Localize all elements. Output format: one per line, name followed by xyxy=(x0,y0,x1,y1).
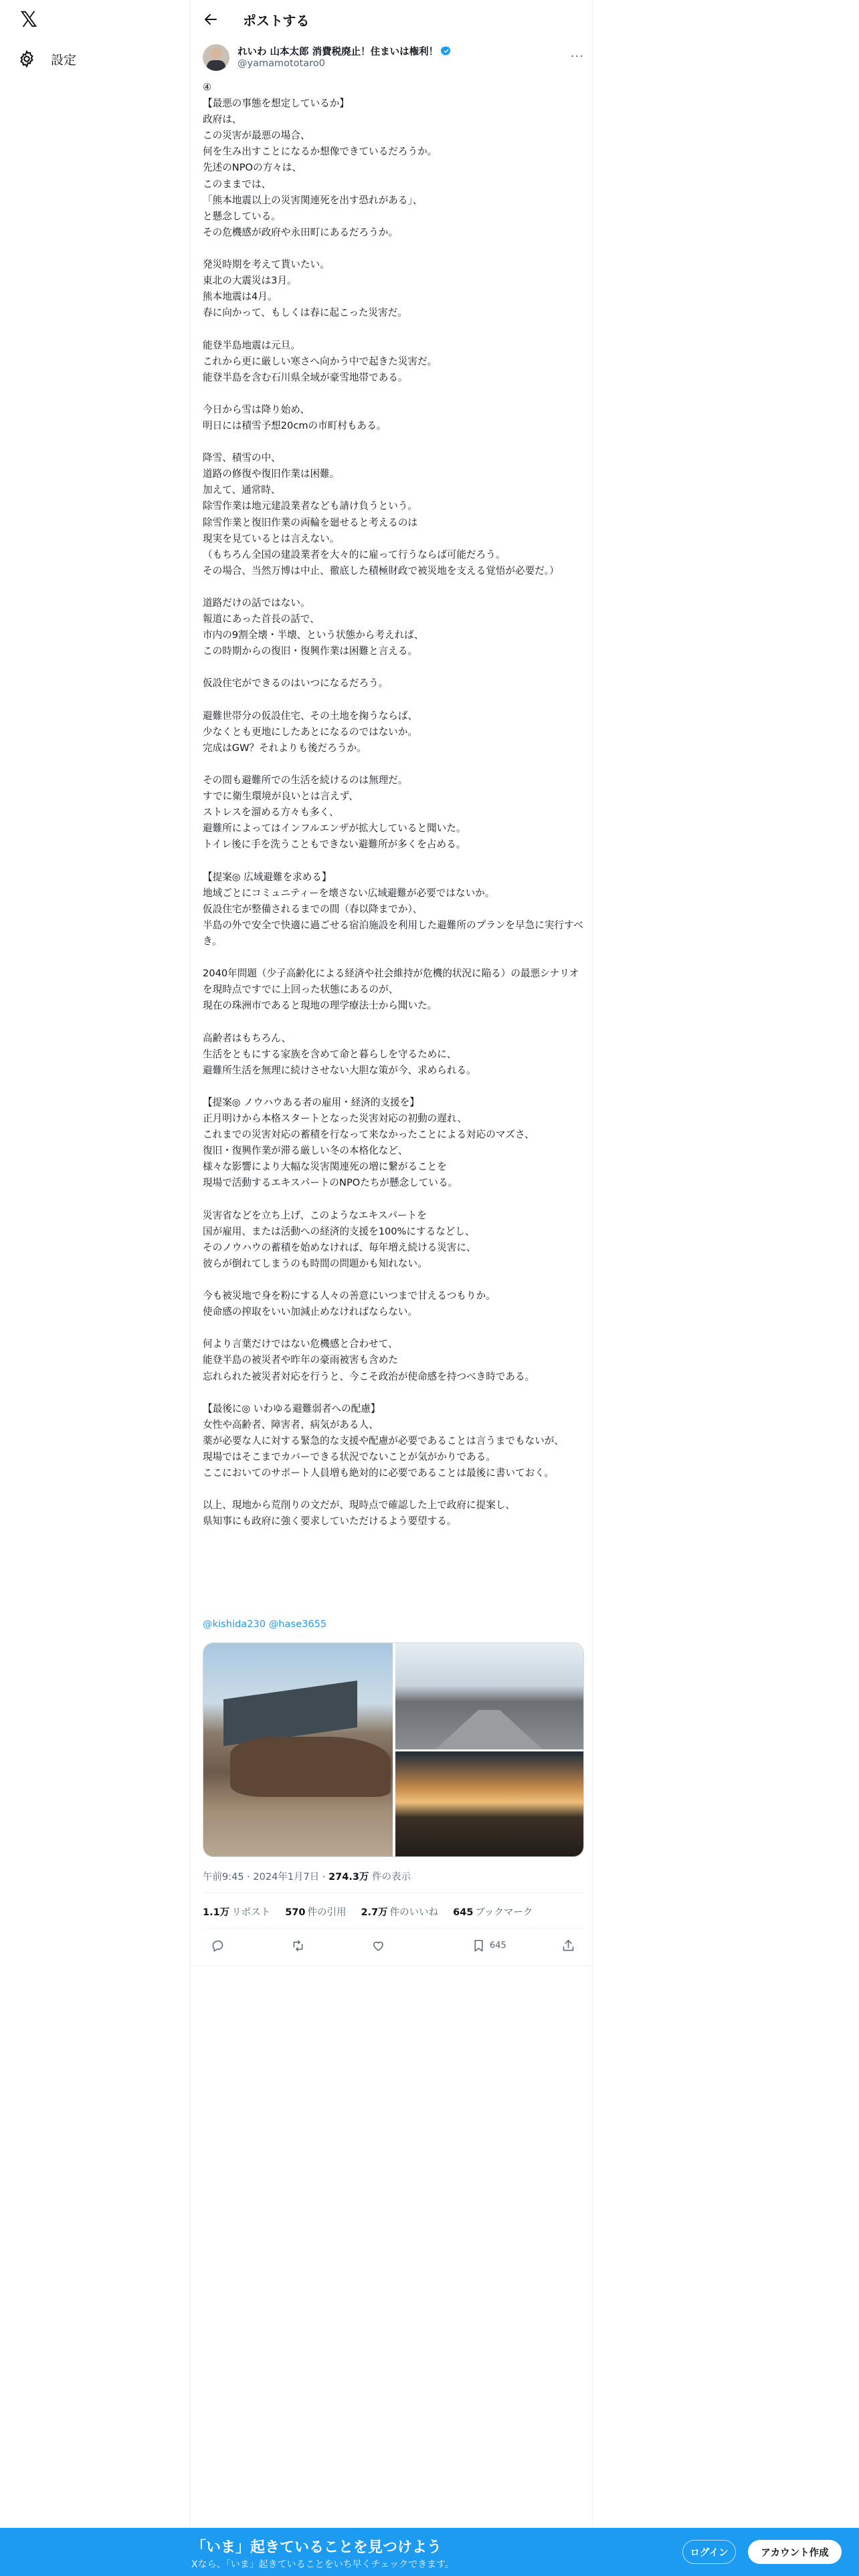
views-label: 件の表示 xyxy=(369,1872,411,1883)
tweet-stats xyxy=(203,1905,533,1919)
tweet-media-grid xyxy=(203,1642,584,1857)
like-icon xyxy=(371,1939,385,1953)
bookmarks-label: ブックマーク xyxy=(475,1907,533,1918)
views-count: 274.3万 xyxy=(328,1872,369,1883)
bookmark-icon xyxy=(472,1939,486,1953)
divider xyxy=(191,1965,593,1966)
page-title: ポストする xyxy=(243,12,310,29)
quotes-stat[interactable] xyxy=(285,1905,346,1919)
tweet-author xyxy=(203,44,584,71)
author-handle[interactable]: @yamamototaro0 xyxy=(237,58,325,69)
tweet-photo-2[interactable] xyxy=(395,1643,584,1749)
tweet-photo-3[interactable] xyxy=(395,1751,584,1857)
likes-label: 件のいいね xyxy=(389,1907,439,1918)
reply-button[interactable] xyxy=(211,1939,225,1953)
left-nav xyxy=(0,0,190,2576)
like-button[interactable] xyxy=(371,1939,385,1953)
repost-button[interactable] xyxy=(291,1939,305,1953)
author-name[interactable]: れいわ 山本太郎 消費税廃止！住まいは権利！ xyxy=(237,47,439,58)
reply-icon xyxy=(211,1939,225,1953)
banner-subtext: Xなら、「いま」起きていることをいち早くチェックできます。 xyxy=(191,2559,455,2570)
tweet-photo-1[interactable] xyxy=(203,1643,393,1857)
x-logo-icon[interactable]: 𝕏 xyxy=(20,7,37,32)
quotes-count: 570 xyxy=(285,1907,306,1918)
bookmarks-count: 645 xyxy=(453,1907,474,1918)
bookmark-count: 645 xyxy=(490,1941,506,1951)
back-arrow-icon[interactable] xyxy=(203,11,219,27)
main-column xyxy=(190,0,593,2576)
repost-icon xyxy=(291,1939,305,1953)
reposts-stat[interactable] xyxy=(203,1905,270,1919)
tweet-mentions[interactable]: @kishida230 @hase3655 xyxy=(203,1618,327,1630)
avatar[interactable] xyxy=(203,44,229,71)
likes-stat[interactable] xyxy=(361,1905,438,1919)
reposts-count: 1.1万 xyxy=(203,1907,230,1918)
divider xyxy=(203,1928,584,1929)
more-icon[interactable]: ··· xyxy=(570,49,584,64)
share-icon xyxy=(561,1939,575,1953)
bookmarks-stat[interactable] xyxy=(453,1905,533,1919)
reposts-label: リポスト xyxy=(231,1907,271,1918)
tweet-meta xyxy=(203,1869,411,1883)
author-name-row[interactable] xyxy=(237,44,452,58)
signup-banner xyxy=(0,2528,859,2576)
banner-headline: 「いま」起きていることを見つけよう xyxy=(191,2539,442,2556)
header-bar xyxy=(191,0,592,39)
likes-count: 2.7万 xyxy=(361,1907,388,1918)
login-button[interactable]: ログイン xyxy=(682,2540,736,2564)
nav-settings-label: 設定 xyxy=(51,52,77,68)
bookmark-button[interactable] xyxy=(472,1939,506,1953)
verified-icon xyxy=(441,45,452,56)
gear-icon xyxy=(17,49,36,68)
tweet-time[interactable]: 午前9:45 · 2024年1月7日 · xyxy=(203,1872,329,1883)
signup-button[interactable]: アカウント作成 xyxy=(748,2540,842,2564)
nav-item-settings[interactable] xyxy=(17,47,76,71)
quotes-label: 件の引用 xyxy=(307,1907,347,1918)
share-button[interactable] xyxy=(561,1939,575,1953)
tweet-text: ④ 【最悪の事態を想定しているか】 政府は、 この災害が最悪の場合、 何を生み出すことになるか想像できているだろうか。 先述のNPOの方々は、 このままでは、 「熊本地震以上の災害関連死を出す恐れがある」、 と懸念している。 その危機感が政府や永田町にあるだろうか。 発災時期を考えて貰いたい。 東北の大震災は3月。 熊本地震は4月。 春に向かって、もしくは春に起こった災害だ。 能登半島地震は元旦。 これから更に厳しい寒さへ向かう中で起きた災害だ。 能登半島を含む石川県全域が豪雪地帯である。 今日から雪は降り始め、 明日には積雪予想20cmの市町村もある。 降雪、積雪の中、 道路の修復や復旧作業は困難。 加えて、通常時、 除雪作業は地元建設業者なども請け負うという。 除雪作業と復旧作業の両輪を廻せると考えるのは 現実を見ているとは言えない。 （もちろん全国の建設業者を大々的に雇って行うならば可能だろう。 その場合、当然万博は中止、徹底した積極財政で被災地を支える覚悟が必要だ。） 道路だけの話ではない。 報道にあった首長の話で、 市内の9割全壊・半壊、という状態から考えれば、 この時期からの復旧・復興作業は困難と言える。 仮設住宅ができるのはいつになるだろう。 避難世帯分の仮設住宅、その土地を掬うならば、 少なくとも更地にしたあとになるのではないか。 完成はGW？それよりも後だろうか。 その間も避難所での生活を続けるのは無理だ。 すでに衛生環境が良いとは言えず、 ストレスを溜める方々も多く、 避難所によってはインフルエンザが拡大していると聞いた。 トイレ後に手を洗うこともできない避難所が多くを占める。 【提案◎ 広域避難を求める】 地域ごとにコミュニティーを壊さない広域避難が必要ではないか。 仮設住宅が整備されるまでの間（春以降までか）、 半島の外で安全で快適に過ごせる宿泊施設を利用した避難所のプランを早急に実行すべき。 2040年問題（少子高齢化による経済や社会維持が危機的状況に陥る）の最悪シナリオを現時点ですでに上回った状態にあるのが、 現在の珠洲市であると現地の理学療法士から聞いた。 高齢者はもちろん、 生活をともにする家族を含めて命と暮らしを守るために、 避難所生活を無理に続けさせない大胆な策が今、求められる。 【提案◎ ノウハウある者の雇用・経済的支援を】 正月明けから本格スタートとなった災害対応の初動の遅れ、 これまでの災害対応の蓄積を行なって来なかったことによる対応のマズさ、 復旧・復興作業が滞る厳しい冬の本格化など、 様々な影響により大幅な災害関連死の増に繋がることを 現場で活動するエキスパートのNPOたちが懸念している。 災害省などを立ち上げ、このようなエキスパートを 国が雇用、または活動への経済的支援を100%にするなどし、 そのノウハウの蓄積を始めなければ、毎年増え続ける災害に、 彼らが倒れてしまうのも時間の問題かも知れない。 今も被災地で身を粉にする人々の善意にいつまで甘えるつもりか。 使命感の搾取をいい加減止めなければならない。 何より言葉だけではない危機感と合わせて、 能登半島の被災者や昨年の豪雨被害も含めた 忘れられた被災者対応を行うと、今こそ政治が使命感を持つべき時である。 【最後に◎ いわゆる避難弱者への配慮】 女性や高齢者、障害者、病気がある人、 薬が必要な人に対する緊急的な支援や配慮が必要であることは言うまでもないが、 現場ではそこまでカバーできる状況でないことが気がかりである。 ここにおいてのサポート人員増も絶対的に必要であることは最後に書いておく。 以上、現地から荒削りの文だが、現時点で確認した上で政府に提案し、 県知事にも政府に強く要求していただけるよう要望する。 xyxy=(203,82,583,1527)
tweet-actions xyxy=(203,1935,584,1958)
